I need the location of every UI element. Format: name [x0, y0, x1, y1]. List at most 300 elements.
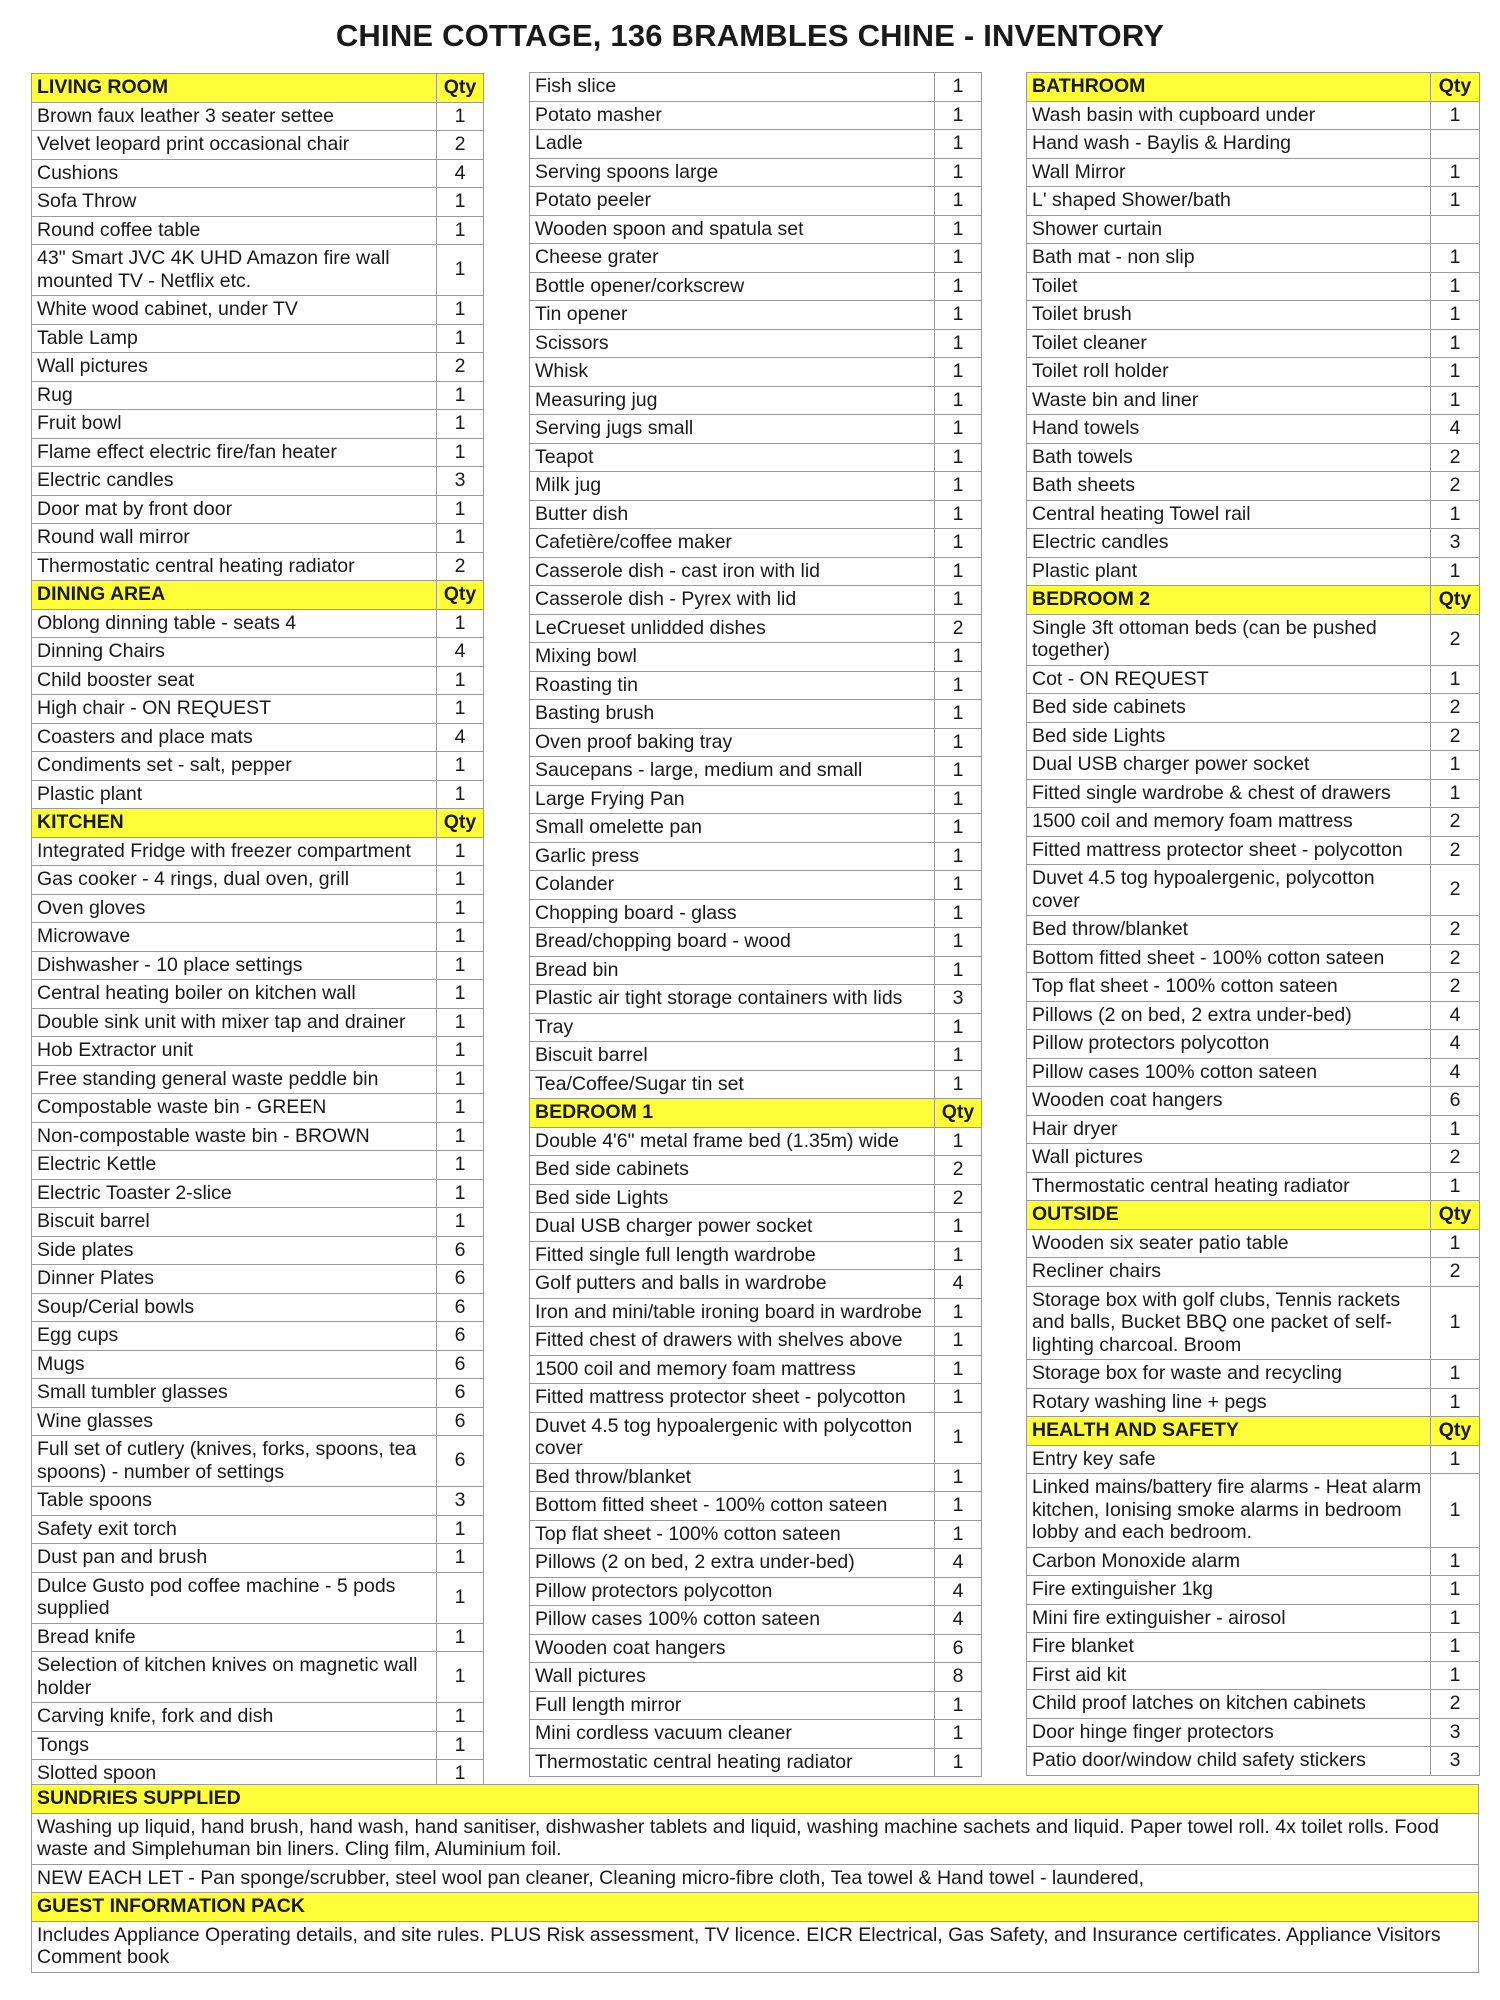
section-title: DINING AREA [32, 581, 437, 610]
item-qty: 1 [437, 188, 484, 217]
item-qty: 2 [1431, 694, 1480, 723]
section-title: BEDROOM 2 [1027, 586, 1431, 615]
item-name: Egg cups [32, 1322, 437, 1351]
inventory-row [530, 443, 982, 472]
item-qty: 1 [935, 244, 982, 273]
item-name: Mini fire extinguisher - airosol [1027, 1604, 1431, 1633]
item-name: Wooden six seater patio table [1027, 1229, 1431, 1258]
inventory-row [1027, 1087, 1480, 1116]
item-name: Dishwasher - 10 place settings [32, 951, 437, 980]
inventory-row [1027, 472, 1480, 501]
item-qty: 1 [437, 1652, 484, 1703]
item-qty: 1 [935, 301, 982, 330]
item-name: Biscuit barrel [530, 1042, 935, 1071]
inventory-row [1027, 665, 1480, 694]
item-qty: 1 [935, 529, 982, 558]
item-name: Oven proof baking tray [530, 728, 935, 757]
item-qty: 1 [935, 130, 982, 159]
item-name: Bed side cabinets [530, 1156, 935, 1185]
item-name: LeCrueset unlidded dishes [530, 614, 935, 643]
item-qty: 1 [935, 785, 982, 814]
inventory-row [32, 1065, 484, 1094]
inventory-row [530, 985, 982, 1014]
item-qty: 1 [437, 1094, 484, 1123]
inventory-row [1027, 158, 1480, 187]
inventory-row [530, 1606, 982, 1635]
inventory-row [32, 188, 484, 217]
qty-column-header: Qty [437, 74, 484, 103]
inventory-row [530, 1270, 982, 1299]
inventory-row [1027, 358, 1480, 387]
item-qty: 1 [1431, 557, 1480, 586]
item-qty: 1 [1431, 272, 1480, 301]
item-qty: 1 [935, 215, 982, 244]
item-name: Child proof latches on kitchen cabinets [1027, 1690, 1431, 1719]
item-qty: 6 [437, 1265, 484, 1294]
inventory-row [530, 1720, 982, 1749]
inventory-row [32, 1572, 484, 1623]
item-qty: 2 [935, 614, 982, 643]
inventory-row [1027, 722, 1480, 751]
inventory-row [32, 102, 484, 131]
inventory-row [530, 586, 982, 615]
item-name: Milk jug [530, 472, 935, 501]
inventory-row [530, 215, 982, 244]
item-qty: 1 [1431, 1388, 1480, 1417]
item-qty: 1 [437, 102, 484, 131]
inventory-row [1027, 244, 1480, 273]
inventory-row [530, 329, 982, 358]
item-name: White wood cabinet, under TV [32, 296, 437, 325]
item-name: Roasting tin [530, 671, 935, 700]
item-qty: 4 [437, 638, 484, 667]
section-title: HEALTH AND SAFETY [1027, 1417, 1431, 1446]
section-header-row [1027, 586, 1480, 615]
inventory-row [530, 1042, 982, 1071]
inventory-row [1027, 1445, 1480, 1474]
item-qty: 4 [1431, 1001, 1480, 1030]
item-qty: 1 [437, 980, 484, 1009]
item-qty: 2 [1431, 722, 1480, 751]
item-qty: 1 [935, 956, 982, 985]
inventory-row [32, 1544, 484, 1573]
item-qty: 1 [1431, 751, 1480, 780]
item-name: Integrated Fridge with freezer compartment [32, 837, 437, 866]
inventory-row [530, 1298, 982, 1327]
item-name: Garlic press [530, 842, 935, 871]
item-name: Bed side Lights [1027, 722, 1431, 751]
item-name: Velvet leopard print occasional chair [32, 131, 437, 160]
item-name: First aid kit [1027, 1661, 1431, 1690]
item-qty: 1 [1431, 244, 1480, 273]
inventory-row [530, 187, 982, 216]
item-qty: 6 [437, 1322, 484, 1351]
item-qty: 1 [935, 1748, 982, 1777]
item-name: Plastic plant [32, 780, 437, 809]
item-name: Wooden coat hangers [530, 1634, 935, 1663]
inventory-row [1027, 557, 1480, 586]
inventory-row [32, 780, 484, 809]
item-name: Rotary washing line + pegs [1027, 1388, 1431, 1417]
inventory-row [1027, 1718, 1480, 1747]
item-qty: 1 [935, 415, 982, 444]
item-name: Fitted mattress protector sheet - polycotton [1027, 836, 1431, 865]
item-qty: 2 [437, 353, 484, 382]
item-name: Pillow protectors polycotton [530, 1577, 935, 1606]
sundries-text: NEW EACH LET - Pan sponge/scrubber, steel wool pan cleaner, Cleaning micro-fibre cloth, Tea towel & Hand towel - laundered, [32, 1864, 1479, 1893]
item-qty: 2 [1431, 916, 1480, 945]
item-qty [1431, 215, 1480, 244]
item-qty: 1 [437, 381, 484, 410]
inventory-row [32, 1179, 484, 1208]
inventory-row [530, 728, 982, 757]
item-name: Carving knife, fork and dish [32, 1703, 437, 1732]
item-qty: 4 [1431, 415, 1480, 444]
item-name: Toilet brush [1027, 301, 1431, 330]
inventory-row [530, 928, 982, 957]
item-qty: 1 [935, 728, 982, 757]
item-name: Potato masher [530, 101, 935, 130]
inventory-row [530, 73, 982, 102]
item-qty: 1 [935, 1213, 982, 1242]
item-qty [1431, 130, 1480, 159]
item-name: Wall pictures [32, 353, 437, 382]
inventory-row [32, 1407, 484, 1436]
item-name: Bread knife [32, 1623, 437, 1652]
item-qty: 4 [437, 723, 484, 752]
item-qty: 6 [437, 1407, 484, 1436]
item-name: Door mat by front door [32, 495, 437, 524]
inventory-row [1027, 1360, 1480, 1389]
item-qty: 2 [1431, 836, 1480, 865]
inventory-row [530, 244, 982, 273]
sundries-header-row [32, 1785, 1479, 1814]
inventory-row [32, 1623, 484, 1652]
item-qty: 2 [1431, 1690, 1480, 1719]
item-name: Bottom fitted sheet - 100% cotton sateen [530, 1492, 935, 1521]
inventory-row [32, 410, 484, 439]
item-name: Non-compostable waste bin - BROWN [32, 1122, 437, 1151]
item-name: Fruit bowl [32, 410, 437, 439]
inventory-row [1027, 1388, 1480, 1417]
item-qty: 1 [935, 101, 982, 130]
item-name: Wall Mirror [1027, 158, 1431, 187]
item-name: Hob Extractor unit [32, 1037, 437, 1066]
item-qty: 1 [935, 1327, 982, 1356]
inventory-row [1027, 1576, 1480, 1605]
item-name: Casserole dish - Pyrex with lid [530, 586, 935, 615]
inventory-row [32, 1436, 484, 1487]
inventory-row [530, 1663, 982, 1692]
inventory-row [32, 1236, 484, 1265]
inventory-row [1027, 1144, 1480, 1173]
inventory-row [530, 643, 982, 672]
inventory-row [1027, 187, 1480, 216]
inventory-row [1027, 973, 1480, 1002]
qty-column-header: Qty [437, 809, 484, 838]
qty-column-header: Qty [1431, 73, 1480, 102]
item-qty: 1 [935, 1298, 982, 1327]
inventory-row [530, 1355, 982, 1384]
item-qty: 1 [437, 1208, 484, 1237]
inventory-row [530, 101, 982, 130]
item-qty: 2 [1431, 944, 1480, 973]
item-qty: 1 [1431, 1115, 1480, 1144]
item-qty: 1 [1431, 1547, 1480, 1576]
inventory-row [32, 159, 484, 188]
inventory-row [1027, 1474, 1480, 1548]
inventory-row [1027, 1229, 1480, 1258]
inventory-row [1027, 779, 1480, 808]
inventory-row [32, 894, 484, 923]
item-qty: 1 [935, 443, 982, 472]
item-qty: 1 [935, 1412, 982, 1463]
inventory-row [32, 1293, 484, 1322]
inventory-row [530, 415, 982, 444]
item-name: Casserole dish - cast iron with lid [530, 557, 935, 586]
sundries-and-guest-info-table [31, 1784, 1479, 1973]
inventory-row [530, 1520, 982, 1549]
item-name: Wine glasses [32, 1407, 437, 1436]
item-name: Bed side Lights [530, 1184, 935, 1213]
item-name: Single 3ft ottoman beds (can be pushed together) [1027, 614, 1431, 665]
inventory-row [530, 842, 982, 871]
inventory-row [32, 131, 484, 160]
item-qty: 1 [437, 324, 484, 353]
item-name: Small omelette pan [530, 814, 935, 843]
item-name: Cushions [32, 159, 437, 188]
item-name: Pillow protectors polycotton [1027, 1030, 1431, 1059]
inventory-row [32, 923, 484, 952]
item-qty: 1 [935, 1691, 982, 1720]
item-qty: 1 [437, 245, 484, 296]
item-qty: 1 [935, 700, 982, 729]
item-name: Electric candles [32, 467, 437, 496]
inventory-row [32, 1350, 484, 1379]
inventory-row [32, 1094, 484, 1123]
item-name: Double 4'6" metal frame bed (1.35m) wide [530, 1127, 935, 1156]
item-qty: 1 [935, 1042, 982, 1071]
item-name: Thermostatic central heating radiator [530, 1748, 935, 1777]
item-qty: 1 [437, 1065, 484, 1094]
item-name: Double sink unit with mixer tap and drainer [32, 1008, 437, 1037]
item-name: Pillow cases 100% cotton sateen [1027, 1058, 1431, 1087]
item-name: Chopping board - glass [530, 899, 935, 928]
inventory-row [530, 1492, 982, 1521]
item-qty: 1 [437, 1179, 484, 1208]
inventory-row [32, 1008, 484, 1037]
item-name: Hand towels [1027, 415, 1431, 444]
item-qty: 4 [935, 1577, 982, 1606]
section-title: BATHROOM [1027, 73, 1431, 102]
inventory-row [1027, 1001, 1480, 1030]
inventory-row [32, 752, 484, 781]
item-name: Safety exit torch [32, 1515, 437, 1544]
item-qty: 1 [437, 296, 484, 325]
inventory-row [1027, 944, 1480, 973]
item-qty: 1 [935, 586, 982, 615]
item-name: Wooden coat hangers [1027, 1087, 1431, 1116]
item-name: Bed throw/blanket [530, 1463, 935, 1492]
item-name: Oblong dinning table - seats 4 [32, 609, 437, 638]
inventory-row [32, 1037, 484, 1066]
item-name: Wall pictures [1027, 1144, 1431, 1173]
item-name: Rug [32, 381, 437, 410]
item-name: Ladle [530, 130, 935, 159]
item-name: Sofa Throw [32, 188, 437, 217]
inventory-row [530, 614, 982, 643]
item-qty: 3 [935, 985, 982, 1014]
inventory-row [1027, 1633, 1480, 1662]
item-name: Selection of kitchen knives on magnetic wall holder [32, 1652, 437, 1703]
item-name: Dinner Plates [32, 1265, 437, 1294]
item-name: Wooden spoon and spatula set [530, 215, 935, 244]
guest-pack-row [32, 1921, 1479, 1972]
item-qty: 6 [437, 1350, 484, 1379]
inventory-row [32, 1703, 484, 1732]
section-header-row [32, 581, 484, 610]
item-name: Microwave [32, 923, 437, 952]
inventory-column-middle [529, 72, 982, 1777]
inventory-row [530, 1013, 982, 1042]
inventory-row [530, 472, 982, 501]
item-qty: 1 [437, 1008, 484, 1037]
item-qty: 1 [935, 757, 982, 786]
item-qty: 2 [1431, 472, 1480, 501]
item-name: Mixing bowl [530, 643, 935, 672]
item-name: Mugs [32, 1350, 437, 1379]
item-name: Bread/chopping board - wood [530, 928, 935, 957]
section-title: KITCHEN [32, 809, 437, 838]
item-name: Coasters and place mats [32, 723, 437, 752]
item-name: Fitted mattress protector sheet - polycotton [530, 1384, 935, 1413]
qty-column-header: Qty [437, 581, 484, 610]
item-qty: 1 [1431, 158, 1480, 187]
item-qty: 1 [437, 216, 484, 245]
page-title: CHINE COTTAGE, 136 BRAMBLES CHINE - INVENTORY [335, 18, 1165, 53]
item-qty: 1 [1431, 1633, 1480, 1662]
item-name: Condiments set - salt, pepper [32, 752, 437, 781]
item-qty: 1 [437, 1623, 484, 1652]
item-qty: 4 [1431, 1030, 1480, 1059]
item-name: Bed side cabinets [1027, 694, 1431, 723]
item-qty: 1 [1431, 1360, 1480, 1389]
item-qty: 1 [935, 899, 982, 928]
item-name: Measuring jug [530, 386, 935, 415]
item-name: Iron and mini/table ironing board in wardrobe [530, 1298, 935, 1327]
item-qty: 3 [1431, 1747, 1480, 1776]
item-name: Electric candles [1027, 529, 1431, 558]
inventory-row [1027, 614, 1480, 665]
item-qty: 1 [437, 495, 484, 524]
inventory-row [1027, 808, 1480, 837]
inventory-row [530, 1748, 982, 1777]
inventory-row [32, 666, 484, 695]
inventory-row [530, 1127, 982, 1156]
inventory-row [530, 1412, 982, 1463]
item-name: Entry key safe [1027, 1445, 1431, 1474]
item-qty: 2 [935, 1184, 982, 1213]
inventory-column-left [31, 73, 484, 1789]
inventory-row [530, 272, 982, 301]
item-name: Toilet roll holder [1027, 358, 1431, 387]
item-name: Bath sheets [1027, 472, 1431, 501]
item-qty: 8 [935, 1663, 982, 1692]
item-name: Electric Kettle [32, 1151, 437, 1180]
inventory-row [32, 1652, 484, 1703]
item-name: Wash basin with cupboard under [1027, 101, 1431, 130]
item-name: Dust pan and brush [32, 1544, 437, 1573]
item-name: Gas cooker - 4 rings, dual oven, grill [32, 866, 437, 895]
item-qty: 1 [1431, 1661, 1480, 1690]
item-qty: 1 [1431, 1445, 1480, 1474]
item-name: Wall pictures [530, 1663, 935, 1692]
item-qty: 1 [935, 500, 982, 529]
item-qty: 3 [1431, 529, 1480, 558]
item-qty: 1 [935, 557, 982, 586]
item-name: Electric Toaster 2-slice [32, 1179, 437, 1208]
item-name: Plastic plant [1027, 557, 1431, 586]
inventory-row [530, 158, 982, 187]
item-name: Bath towels [1027, 443, 1431, 472]
inventory-row [32, 1487, 484, 1516]
inventory-row [530, 529, 982, 558]
item-qty: 1 [1431, 1229, 1480, 1258]
inventory-row [1027, 101, 1480, 130]
inventory-row [530, 700, 982, 729]
inventory-row [530, 1549, 982, 1578]
item-name: Tea/Coffee/Sugar tin set [530, 1070, 935, 1099]
inventory-row [32, 695, 484, 724]
item-qty: 3 [437, 1487, 484, 1516]
inventory-row [530, 785, 982, 814]
item-qty: 1 [1431, 301, 1480, 330]
inventory-row [1027, 694, 1480, 723]
inventory-row [530, 500, 982, 529]
inventory-row [32, 524, 484, 553]
item-qty: 1 [935, 643, 982, 672]
item-name: Full length mirror [530, 1691, 935, 1720]
item-name: Linked mains/battery fire alarms - Heat alarm kitchen, Ionising smoke alarms in bedroom lobby and each bedroom. [1027, 1474, 1431, 1548]
inventory-row [530, 956, 982, 985]
inventory-row [32, 609, 484, 638]
item-qty: 2 [1431, 865, 1480, 916]
item-qty: 1 [437, 1151, 484, 1180]
inventory-row [32, 296, 484, 325]
item-qty: 1 [935, 1492, 982, 1521]
inventory-row [1027, 1058, 1480, 1087]
inventory-row [32, 638, 484, 667]
item-name: Teapot [530, 443, 935, 472]
item-name: Central heating boiler on kitchen wall [32, 980, 437, 1009]
item-qty: 1 [935, 671, 982, 700]
item-name: Full set of cutlery (knives, forks, spoons, tea spoons) - number of settings [32, 1436, 437, 1487]
item-name: Potato peeler [530, 187, 935, 216]
item-qty: 1 [437, 438, 484, 467]
item-qty: 2 [1431, 1144, 1480, 1173]
item-name: Basting brush [530, 700, 935, 729]
item-qty: 1 [437, 524, 484, 553]
inventory-row [1027, 386, 1480, 415]
item-qty: 1 [1431, 101, 1480, 130]
item-qty: 1 [1431, 1576, 1480, 1605]
item-name: Compostable waste bin - GREEN [32, 1094, 437, 1123]
item-name: Saucepans - large, medium and small [530, 757, 935, 786]
item-name: Golf putters and balls in wardrobe [530, 1270, 935, 1299]
item-qty: 1 [935, 158, 982, 187]
item-name: Toilet cleaner [1027, 329, 1431, 358]
inventory-row [32, 1731, 484, 1760]
